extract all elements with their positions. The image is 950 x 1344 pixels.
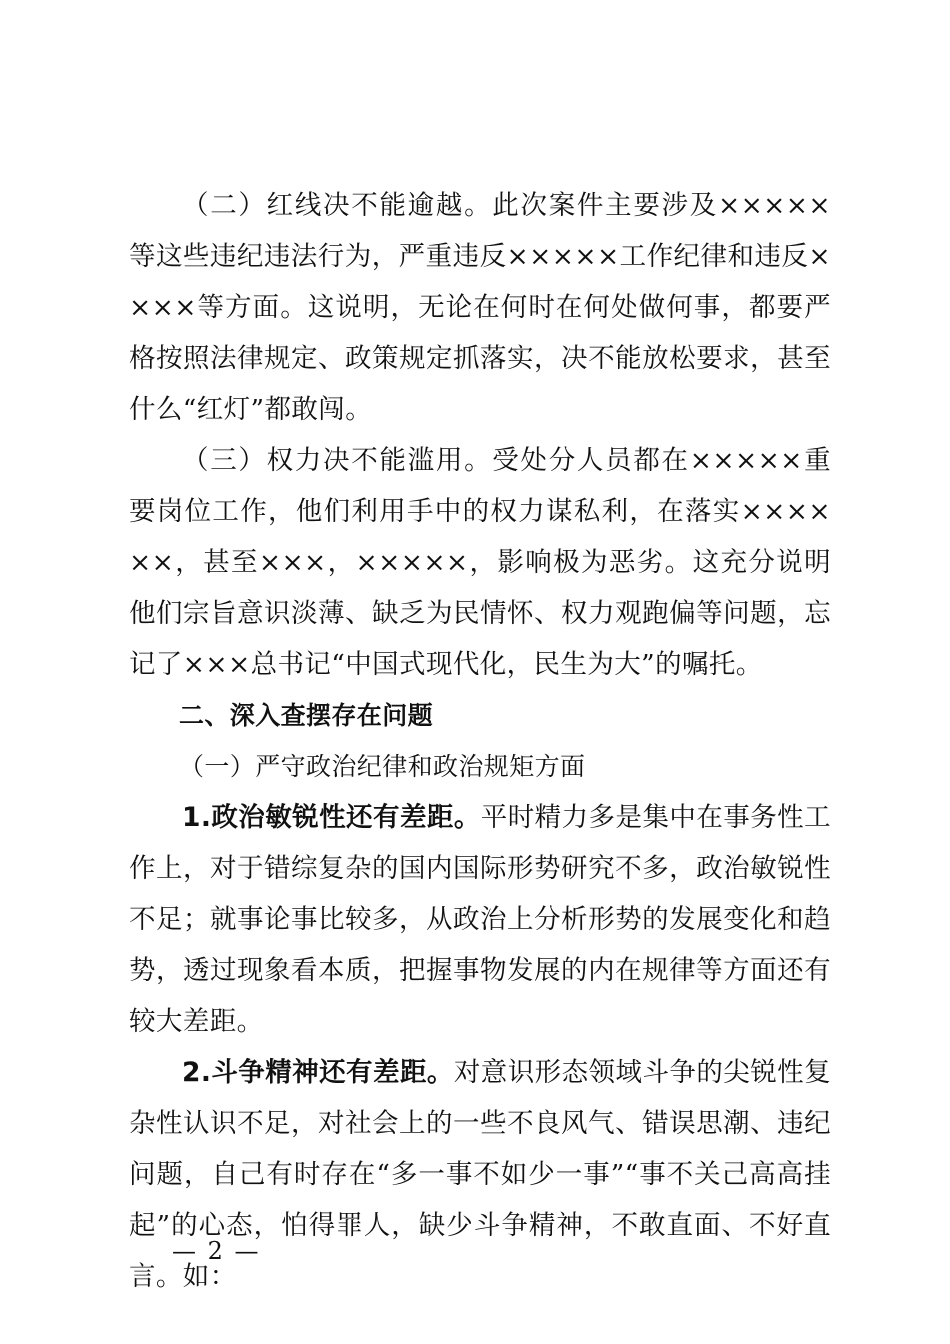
paragraph-political-sensitivity <box>129 792 831 1047</box>
paragraph-lead: 1.政治敏锐性还有差距。 <box>182 802 481 833</box>
section-heading: 二、深入查摆存在问题 <box>179 701 434 730</box>
paragraph-red-line: （二）红线决不能逾越。此次案件主要涉及×××××等这些违纪违法行为，严重违反×××××工作纪律和违反××××等方面。这说明，无论在何时在何处做何事，都要严格按照法律规定、政策规定抓落实，决不能放松要求，甚至什么“红灯”都敢闯。 <box>129 190 831 425</box>
paragraph-power-abuse: （三）权力决不能滥用。受处分人员都在×××××重要岗位工作，他们利用手中的权力谋私利，在落实××××××，甚至×××，×××××，影响极为恶劣。这充分说明他们宗旨意识淡薄、缺乏为民情怀、权力观跑偏等问题，忘记了×××总书记“中国式现代化，民生为大”的嘱托。 <box>129 445 831 680</box>
subsection-heading: （一）严守政治纪律和政治规矩方面 <box>179 752 586 781</box>
paragraph-body: 对意识形态领域斗争的尖锐性复杂性认识不足，对社会上的一些不良风气、错误思潮、违纪问题，自己有时存在“多一事不如少一事”“事不关己高高挂起”的心态，怕得罪人，缺少斗争精神，不敢直面、不好直言。如： <box>129 1057 831 1292</box>
paragraph-body: 平时精力多是集中在事务性工作上，对于错综复杂的国内国际形势研究不多，政治敏锐性不足；就事论事比较多，从政治上分析形势的发展变化和趋势，透过现象看本质，把握事物发展的内在规律等方面还有较大差距。 <box>129 802 831 1037</box>
page-number: — 2 — <box>172 1237 261 1265</box>
document-body <box>129 180 831 1302</box>
paragraph-lead: 2.斗争精神还有差距。 <box>182 1057 454 1088</box>
